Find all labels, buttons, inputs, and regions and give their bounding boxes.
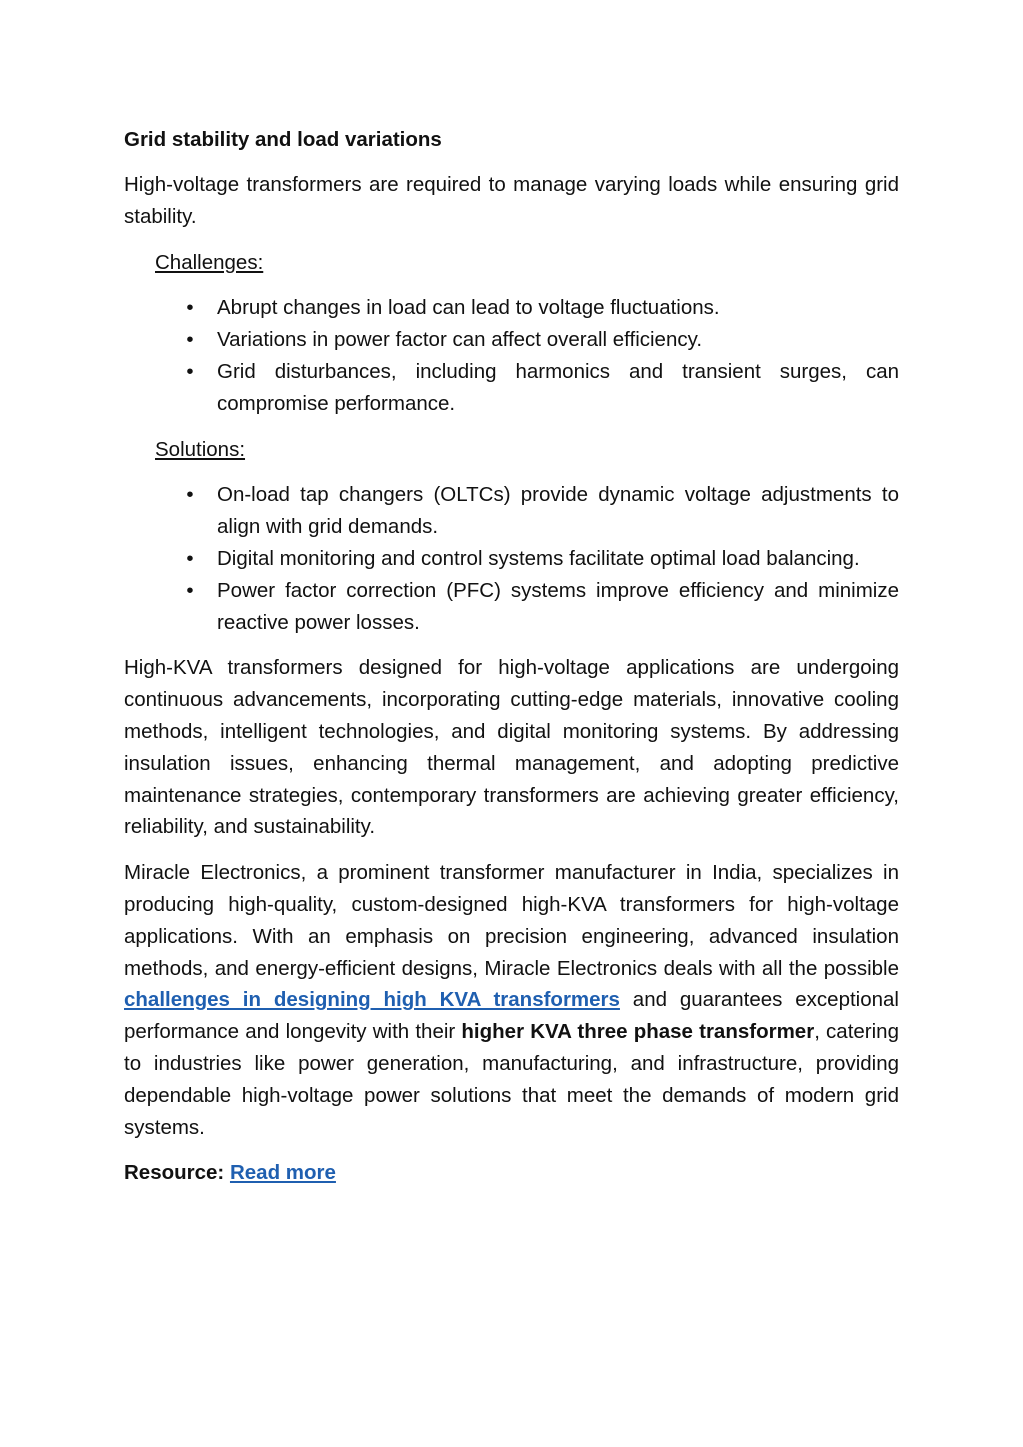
list-item [186,324,899,356]
list-item-text: Abrupt changes in load can lead to voltage fluctuations. [217,296,720,320]
resource-line [124,1157,899,1189]
list-item [186,575,899,639]
company-paragraph [124,857,899,1143]
intro-paragraph: High-voltage transformers are required to manage varying loads while ensuring grid stability. [124,173,899,228]
list-item-text: Digital monitoring and control systems facilitate optimal load balancing. [217,546,860,570]
summary-paragraph: High-KVA transformers designed for high-voltage applications are undergoing continuous advancements, incorporating cutting-edge materials, innovative cooling methods, intelligent technologies, and digital monitoring systems. By addressing insulation issues, enhancing thermal management, and adopting predictive maintenance strategies, contemporary transformers are achieving greater efficiency, reliability, and sustainability. [124,656,899,839]
list-item-text: On-load tap changers (OLTCs) provide dynamic voltage adjustments to align with grid demands. [217,483,899,539]
list-item [186,292,899,324]
list-item-text: Variations in power factor can affect overall efficiency. [217,328,703,352]
read-more-link[interactable]: Read more [229,1161,336,1185]
solutions-list [124,479,899,638]
bullet-icon: • [186,328,194,352]
product-name-bold: higher KVA three phase transformer [461,1020,815,1044]
section-heading: Grid stability and load variations [124,128,442,151]
challenges-list [124,292,899,419]
document-page [124,124,899,1189]
bullet-icon: • [186,359,194,383]
list-item [186,479,899,543]
list-item [186,543,899,575]
bullet-icon: • [186,296,194,320]
challenges-heading: Challenges: [155,250,264,274]
list-item-text: Grid disturbances, including harmonics and transient surges, can compromise performance. [217,359,899,415]
bullet-icon: • [186,578,194,602]
list-item [186,356,899,420]
company-text-1: Miracle Electronics, a prominent transformer manufacturer in India, specializes in producing high-quality, custom-designed high-KVA transformers for high-voltage applications. With an emphasis on precision engineering, advanced insulation methods, and energy-efficient designs, Miracle Electronics deals with all the possible [124,861,899,980]
solutions-heading: Solutions: [155,437,246,461]
company-text-3: , catering to industries like power generation, manufacturing, and infrastructure, providing dependable high-voltage power solutions that meet the demands of modern grid systems. [124,1020,899,1139]
challenges-link[interactable]: challenges in designing high KVA transformers [124,988,620,1012]
company-text-2: and guarantees exceptional performance and longevity with their [124,988,899,1044]
bullet-icon: • [186,483,194,507]
resource-label: Resource: [124,1161,230,1185]
list-item-text: Power factor correction (PFC) systems improve efficiency and minimize reactive power losses. [217,578,899,634]
bullet-icon: • [186,546,194,570]
